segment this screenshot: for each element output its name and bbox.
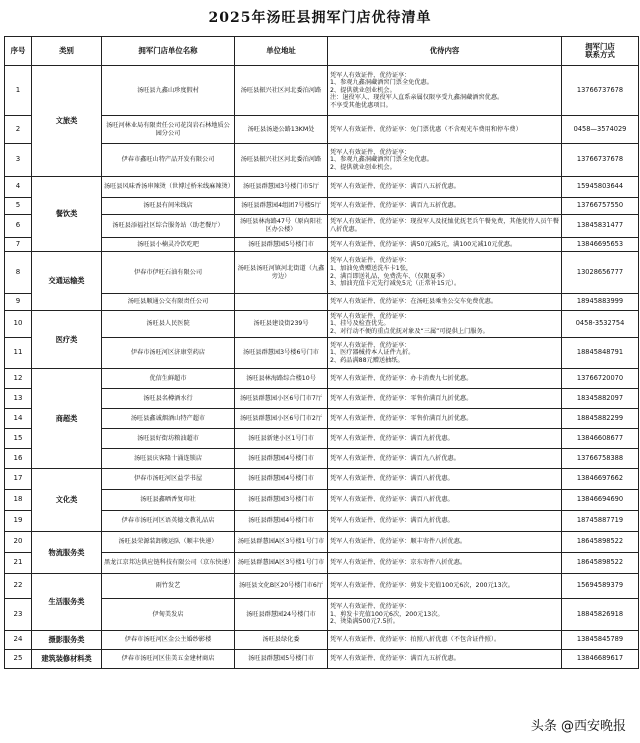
benefit-content: 凭军人有效证件、优待证享：零售价满百九折优惠。 (328, 409, 562, 429)
contact-phone: 15945803644 (562, 177, 639, 198)
contact-phone: 18645898522 (562, 553, 639, 574)
contact-phone: 13845831477 (562, 215, 639, 238)
row-number: 12 (5, 369, 32, 389)
contact-phone: 13028656777 (562, 252, 639, 294)
store-address: 汤旺县文化B区20号楼门市6厅 (235, 574, 328, 599)
row-number: 15 (5, 429, 32, 449)
store-name: 伊春市汤旺河区金公主婚纱影楼 (102, 631, 235, 650)
table-body (5, 66, 639, 669)
category-cell: 医疗类 (32, 311, 102, 369)
benefit-content: 凭军人有效证件、优待证享： 1、参观九鑫洞藏酒窖门票全免优惠。 2、提供就业创业机会。 (328, 144, 562, 177)
row-number: 24 (5, 631, 32, 650)
store-name: 伊春市汤旺河区佳美五金建材商店 (102, 650, 235, 669)
store-name: 优信生鲜超市 (102, 369, 235, 389)
store-name: 伊春市鑫旺山特产品开发有限公司 (102, 144, 235, 177)
store-name: 汤旺河林业局有限责任公司花岗岩石林地质公园分公司 (102, 116, 235, 144)
category-cell: 交通运输类 (32, 252, 102, 311)
store-name: 伊春市汤旺河区语英德文教礼品店 (102, 511, 235, 532)
store-address: 汤旺县群慧园24号楼门市 (235, 599, 328, 631)
store-name: 汤旺县鑫诚烟酒山特产超市 (102, 409, 235, 429)
contact-phone: 18845882299 (562, 409, 639, 429)
contact-phone: 18945883999 (562, 294, 639, 311)
category-cell: 建筑装修材料类 (32, 650, 102, 669)
benefit-content: 凭军人有效证件、优待证享：满百八折优惠。 (328, 490, 562, 511)
store-address: 汤旺县振兴社区河北委泊河路 (235, 144, 328, 177)
table-row (5, 311, 639, 338)
row-number: 17 (5, 469, 32, 490)
contact-phone: 18845848791 (562, 338, 639, 369)
benefit-content: 凭军人有效证件、优待证享：满50元减5元，满100元减10元优惠。 (328, 238, 562, 252)
benefit-content: 凭军人有效证件、优待证享：剪发卡充值100元6次，200元13次。 (328, 574, 562, 599)
row-number: 2 (5, 116, 32, 144)
store-address: 汤旺县群慧园4号楼门市 (235, 449, 328, 469)
table-row (5, 252, 639, 294)
store-address: 汤旺县群慧园5号楼门市 (235, 238, 328, 252)
store-name: 汤旺县九鑫山珍度假村 (102, 66, 235, 116)
store-address: 汤旺县群慧园小区6号门市2厅 (235, 409, 328, 429)
store-address: 汤旺县汤旺河镇河北街道（九鑫旁边） (235, 252, 328, 294)
benefit-content: 凭军人有效证件、优待证享：办卡消费九七折优惠。 (328, 369, 562, 389)
category-cell: 文化类 (32, 469, 102, 532)
store-name: 伊春市汤旺河区益学书屋 (102, 469, 235, 490)
benefit-content: 凭军人有效证件、优待证享： 1、加油免费赠送洗车卡1张， 2、满百即送礼品，免费洗车、（仅限夏季） 3、加油充值卡元先行减免5元（正常补15元）。 (328, 252, 562, 294)
row-number: 8 (5, 252, 32, 294)
store-address: 汤旺县群慧园3号楼门市 (235, 490, 328, 511)
category-cell: 文旅类 (32, 66, 102, 177)
row-number: 10 (5, 311, 32, 338)
category-cell: 摄影服务类 (32, 631, 102, 650)
contact-phone: 13846608677 (562, 429, 639, 449)
row-number: 4 (5, 177, 32, 198)
header-category: 类别 (32, 37, 102, 66)
header-no: 序号 (5, 37, 32, 66)
row-number: 3 (5, 144, 32, 177)
store-address: 汤旺县群慧园小区6号门市7厅 (235, 389, 328, 409)
store-address: 汤旺县振兴社区河北委泊河路 (235, 66, 328, 116)
table-row (5, 469, 639, 490)
row-number: 13 (5, 389, 32, 409)
row-number: 9 (5, 294, 32, 311)
row-number: 23 (5, 599, 32, 631)
row-number: 11 (5, 338, 32, 369)
store-name: 汤旺县小楠灵冷饮吃吧 (102, 238, 235, 252)
store-address: 汤旺县群慧园A区3号楼1号门市 (235, 553, 328, 574)
store-name: 汤旺县荣源装卸搬运队（顺丰快递） (102, 532, 235, 553)
store-name: 雨竹发艺 (102, 574, 235, 599)
row-number: 20 (5, 532, 32, 553)
store-name: 汤旺县名樽酒水行 (102, 389, 235, 409)
benefit-content: 凭军人有效证件、优待证享：现役军人及抚恤优抚老兵午餐免费，其他优待人员午餐八折优惠。 (328, 215, 562, 238)
benefit-content: 凭军人有效证件、优待证享：在汤旺县乘坐公交车免费优惠。 (328, 294, 562, 311)
category-cell: 商超类 (32, 369, 102, 469)
benefit-content: 凭军人有效证件、优待证享： 1、剪发卡充值100元6次，200元13次。 2、烫染满500元7.5折。 (328, 599, 562, 631)
store-address: 汤旺县建设街239号 (235, 311, 328, 338)
contact-phone: 13846689617 (562, 650, 639, 669)
store-name: 黑龙江京邦达供应链科技有限公司（京东快递） (102, 553, 235, 574)
header-contact: 拥军门店 联系方式 (562, 37, 639, 66)
benefit-content: 凭军人有效证件、优待证享：满百九折优惠。 (328, 511, 562, 532)
store-address: 汤旺县群慧园4号楼门市 (235, 511, 328, 532)
contact-phone: 18845826918 (562, 599, 639, 631)
contact-phone: 0458—3574029 (562, 116, 639, 144)
benefit-content: 凭军人有效证件、优待证享：满百八折优惠。 (328, 469, 562, 490)
store-name: 汤旺县风味香汤串辣烫（世博过桥米线麻辣烫） (102, 177, 235, 198)
benefit-content: 凭军人有效证件、优待证享： 1、参观九鑫洞藏酒窖门票全免优惠。 2、提供就业创业机会。 注：退役军人、现役军人直系亲属仅限享受九鑫洞藏酒窖优惠。 不享受其他优惠项目。 (328, 66, 562, 116)
contact-phone: 13766758388 (562, 449, 639, 469)
store-name: 伊春市伊旺石油有限公司 (102, 252, 235, 294)
benefit-content: 凭军人有效证件、优待证享：满百九五折优惠。 (328, 198, 562, 215)
benefit-content: 凭军人有效证件、优待证享：满百九八折优惠。 (328, 449, 562, 469)
store-address: 汤旺县汤逊公路13KM处 (235, 116, 328, 144)
table-row (5, 66, 639, 116)
benefit-content: 凭军人有效证件、优待证享：零售价满百九折优惠。 (328, 389, 562, 409)
store-name: 汤旺县有间米线店 (102, 198, 235, 215)
contact-phone: 18345882097 (562, 389, 639, 409)
row-number: 14 (5, 409, 32, 429)
contact-phone: 15694589379 (562, 574, 639, 599)
store-address: 汤旺县新建小区1号门市 (235, 429, 328, 449)
benefit-content: 凭军人有效证件、优待证享：满百九折优惠。 (328, 429, 562, 449)
contact-phone: 13846695653 (562, 238, 639, 252)
row-number: 18 (5, 490, 32, 511)
store-address (235, 294, 328, 311)
benefit-content: 凭军人有效证件、优待证享：满百八五折优惠。 (328, 177, 562, 198)
store-address: 汤旺县群慧园3号楼门市5厅 (235, 177, 328, 198)
table-row (5, 532, 639, 553)
category-cell: 餐饮类 (32, 177, 102, 252)
row-number: 6 (5, 215, 32, 238)
contact-phone: 13766737678 (562, 66, 639, 116)
table-row (5, 177, 639, 198)
store-address: 汤旺县群慧园4号楼门市 (235, 469, 328, 490)
row-number: 5 (5, 198, 32, 215)
store-name: 汤旺县鑫晒香复印社 (102, 490, 235, 511)
row-number: 19 (5, 511, 32, 532)
table-row (5, 574, 639, 599)
benefit-content: 凭军人有效证件、优待证享：免门票优惠（不含观光车费用和停车费） (328, 116, 562, 144)
contact-phone: 13845845789 (562, 631, 639, 650)
benefit-content: 凭军人有效证件、优待证享：顺丰寄件八折优惠。 (328, 532, 562, 553)
benefit-content: 凭军人有效证件、优待证享：拍照八折优惠（不包含证件照）。 (328, 631, 562, 650)
category-cell: 物流服务类 (32, 532, 102, 574)
table-row (5, 369, 639, 389)
row-number: 21 (5, 553, 32, 574)
benefit-content: 凭军人有效证件、优待证享： 1、挂号及检查优先。 2、对行动不便的重点优抚对象及“三属”可提供上门服务。 (328, 311, 562, 338)
header-store-name: 拥军门店单位名称 (102, 37, 235, 66)
store-address: 汤旺县绿化委 (235, 631, 328, 650)
store-address: 汤旺县群慧园5号楼门市 (235, 650, 328, 669)
table-row (5, 650, 639, 669)
contact-phone: 13846697662 (562, 469, 639, 490)
contact-phone: 13766757550 (562, 198, 639, 215)
category-cell: 生活服务类 (32, 574, 102, 631)
contact-phone: 0458-3532754 (562, 311, 639, 338)
header-address: 单位地址 (235, 37, 328, 66)
page-title: 2025年汤旺县拥军门店优待清单 (208, 10, 432, 26)
benefit-table (4, 36, 639, 669)
row-number: 16 (5, 449, 32, 469)
store-name: 汤旺县添福社区综合服务站（助老餐厅） (102, 215, 235, 238)
row-number: 1 (5, 66, 32, 116)
store-address: 汤旺县群慧园A区3号楼1号门市 (235, 532, 328, 553)
benefit-content: 凭军人有效证件、优待证享：满百九五折优惠。 (328, 650, 562, 669)
store-name: 汤旺县顺通公交有限责任公司 (102, 294, 235, 311)
contact-phone: 18645898522 (562, 532, 639, 553)
contact-phone: 13766720070 (562, 369, 639, 389)
row-number: 7 (5, 238, 32, 252)
store-name: 汤旺县好街坊粮油超市 (102, 429, 235, 449)
store-address: 汤旺县林海路47号（原向阳社区办公楼） (235, 215, 328, 238)
contact-phone: 18745887719 (562, 511, 639, 532)
table-header-row (5, 37, 639, 66)
row-number: 25 (5, 650, 32, 669)
header-benefit: 优待内容 (328, 37, 562, 66)
contact-phone: 13846694690 (562, 490, 639, 511)
store-name: 汤旺县人民医院 (102, 311, 235, 338)
store-address: 汤旺县林海路综合楼10号 (235, 369, 328, 389)
benefit-content: 凭军人有效证件、优待证享： 1、医疗器械持本人证件九折。 2、药品满88元赠送抽纸。 (328, 338, 562, 369)
row-number: 22 (5, 574, 32, 599)
table-row (5, 631, 639, 650)
store-name: 伊春市汤旺河区济康堂药店 (102, 338, 235, 369)
contact-phone: 13766737678 (562, 144, 639, 177)
store-name: 伊甸美发店 (102, 599, 235, 631)
watermark: 头条 @西安晚报 (527, 714, 630, 735)
store-address: 汤旺县群慧园4组团7号楼5厅 (235, 198, 328, 215)
store-address: 汤旺县群慧园3号楼6号门市 (235, 338, 328, 369)
benefit-content: 凭军人有效证件、优待证享：京东寄件八折优惠。 (328, 553, 562, 574)
store-name: 汤旺县庆客隆十涌连锁店 (102, 449, 235, 469)
